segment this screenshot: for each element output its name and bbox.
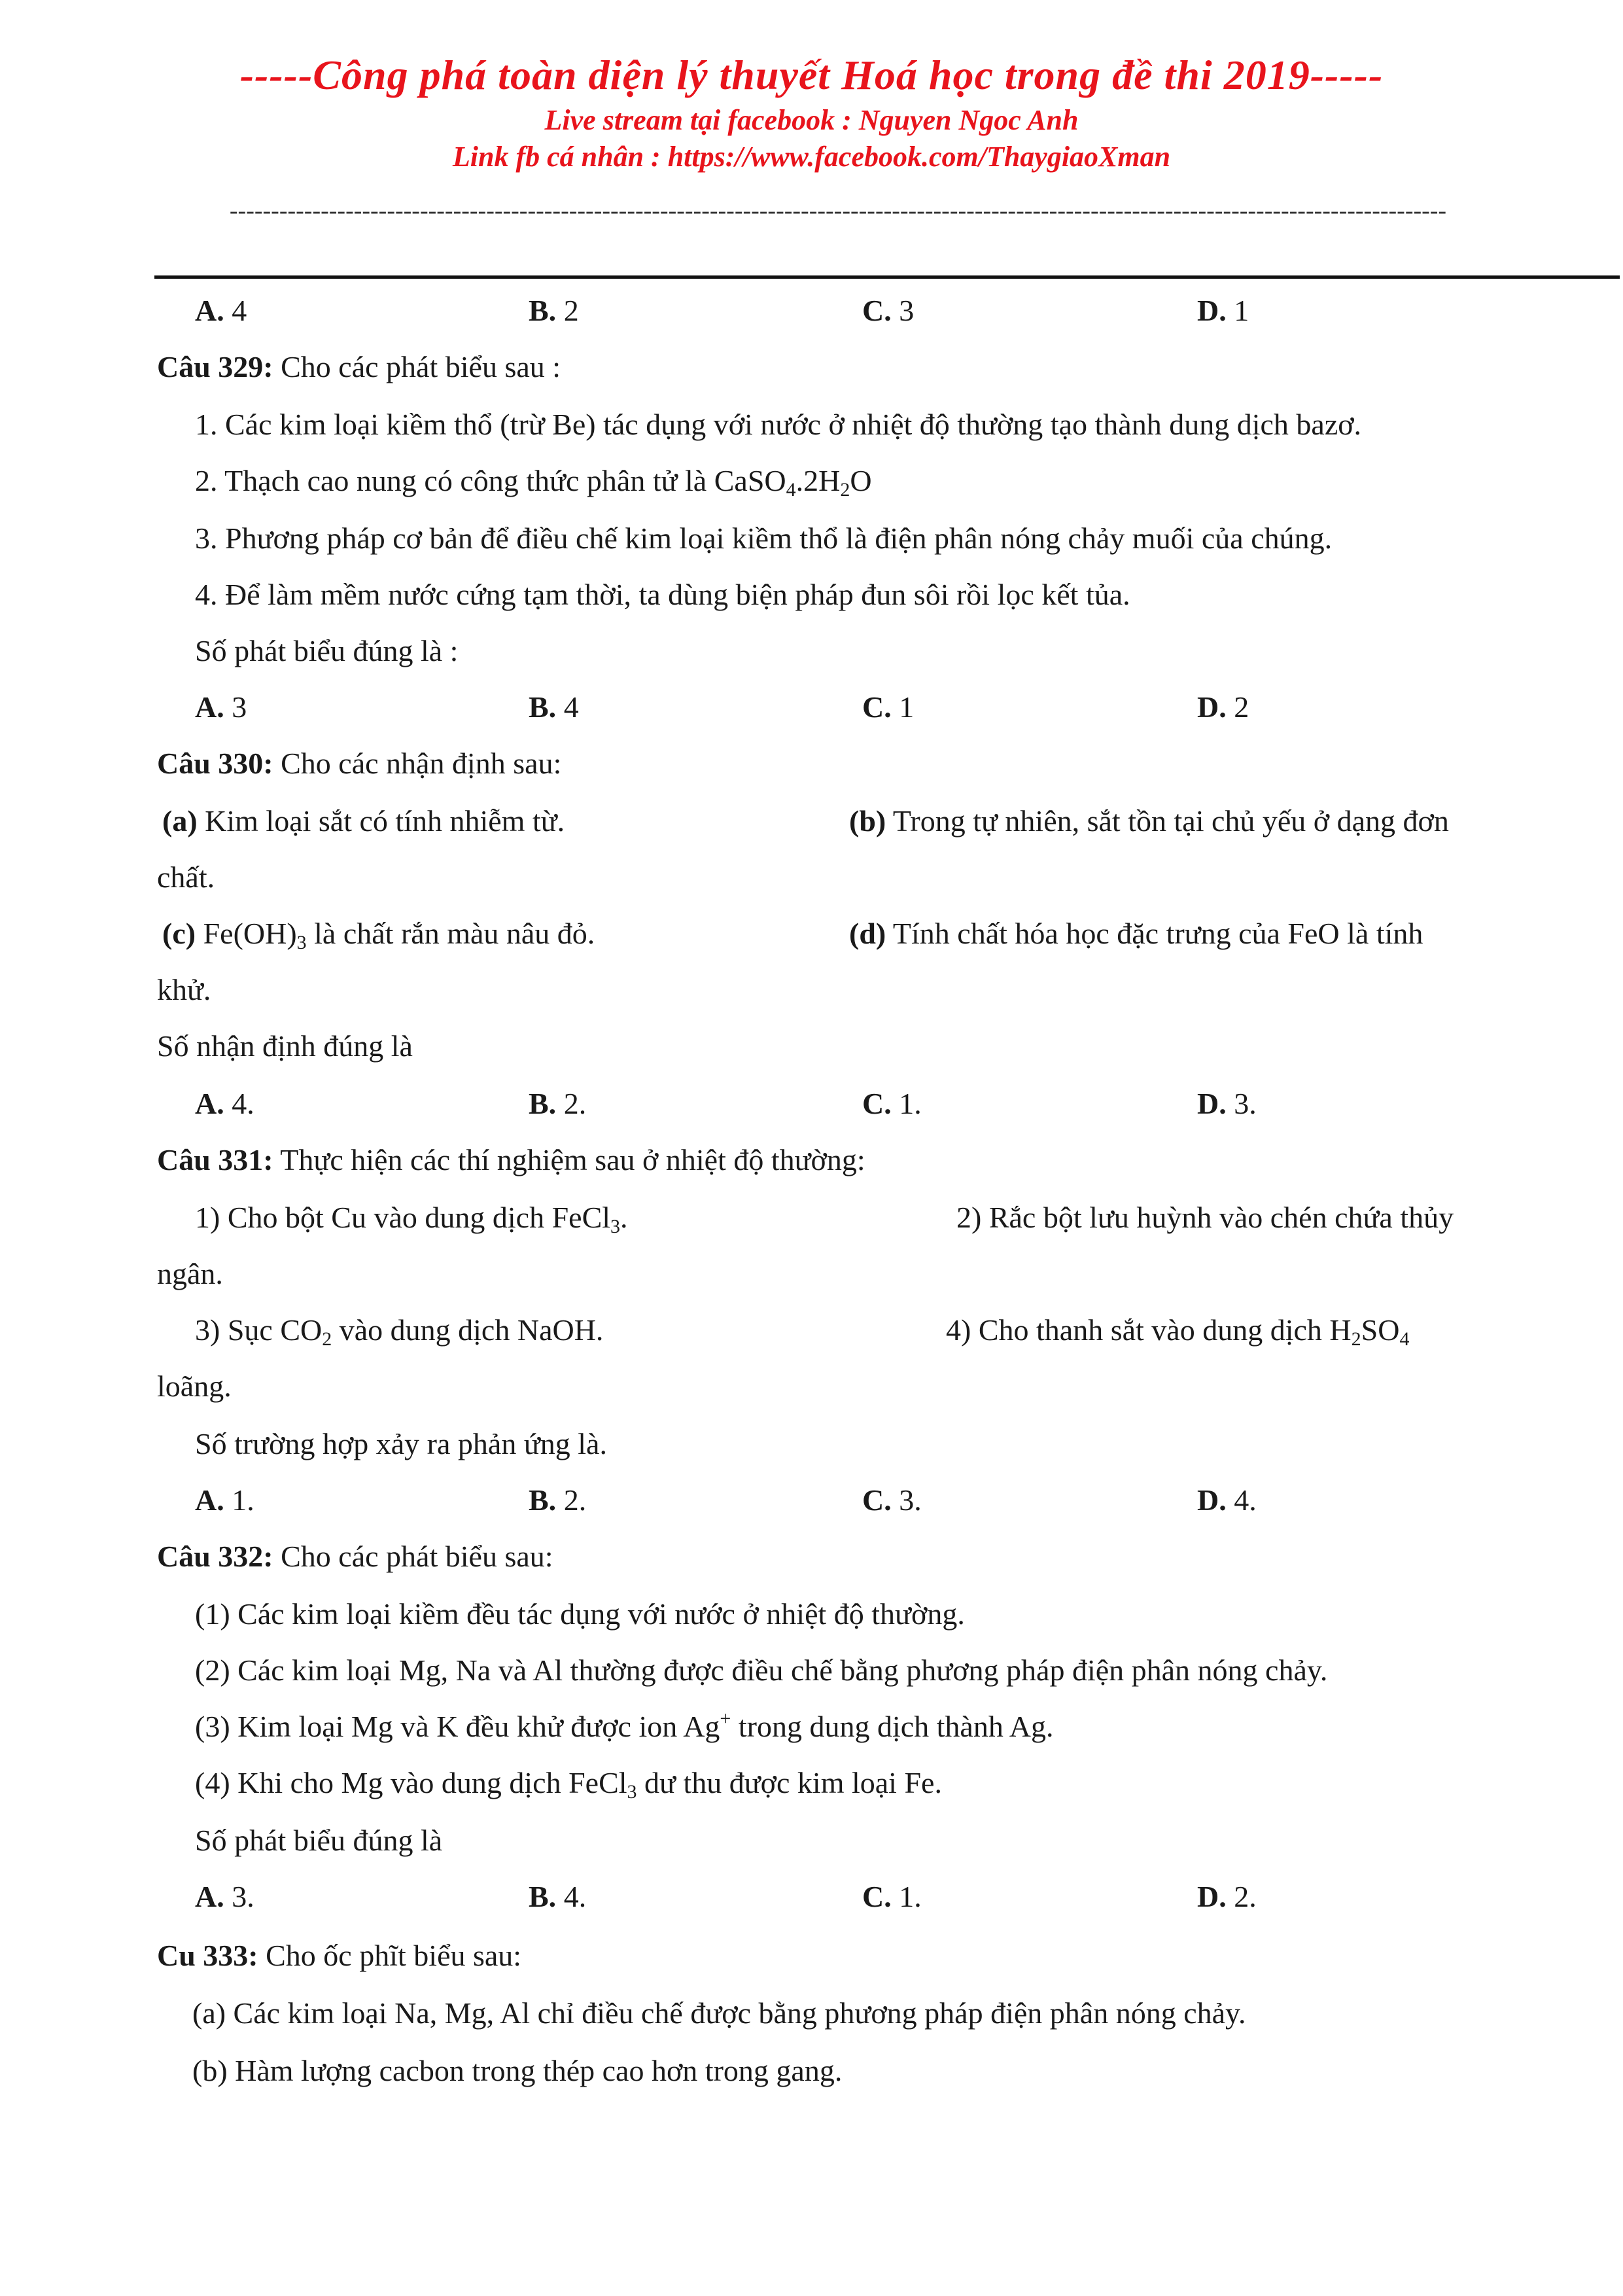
q331-question: Số trường hợp xảy ra phản ứng là. (195, 1427, 607, 1460)
q332-statement-1: (1) Các kim loại kiềm đều tác dụng với nước ở nhiệt độ thường. (195, 1597, 965, 1631)
q330-statement-d-cont: khử. (157, 973, 211, 1006)
q332-question: Số phát biểu đúng là (195, 1824, 443, 1857)
q330-stem: Câu 330: Cho các nhận định sau: (157, 747, 562, 780)
q331-experiment-4: 4) Cho thanh sắt vào dung dịch $H_2SO_4$ (946, 1313, 1410, 1350)
header-facebook-link: Link fb cá nhân : https://www.facebook.com/ThaygiaoXman (452, 141, 1171, 173)
q330-statement-d: (d) Tính chất hóa học đặc trưng của FeO là tính (849, 917, 1423, 950)
q330-option-b: B. 2. (529, 1087, 587, 1120)
q331-experiment-4-cont: loãng. (157, 1369, 232, 1403)
q330-statement-c: (c) $Fe(OH)_3$ là chất rắn màu nâu đỏ. (162, 917, 595, 953)
q332-option-d: D. 2. (1197, 1880, 1257, 1913)
q331-experiment-2: 2) Rắc bột lưu huỳnh vào chén chứa thủy (956, 1201, 1454, 1234)
q328-option-d: D. 1 (1197, 294, 1249, 327)
q329-statement-2: 2. Thạch cao nung có công thức phân tử là $CaSO_4.2H_2O$ (195, 464, 872, 501)
q329-statement-3: 3. Phương pháp cơ bản để điều chế kim loại kiềm thổ là điện phân nóng chảy muối của chúng. (195, 521, 1333, 555)
q329-option-a: A. 3 (195, 690, 247, 724)
q328-option-c: C. 3 (862, 294, 915, 327)
header-livestream: Live stream tại facebook : Nguyen Ngoc Anh (544, 104, 1079, 136)
q331-stem: Câu 331: Thực hiện các thí nghiệm sau ở nhiệt độ thường: (157, 1143, 865, 1176)
q330-statement-a: (a) Kim loại sắt có tính nhiễm từ. (162, 804, 565, 838)
header-dash-line: --------------------------------------------------------------------------------------------------------------------------------------------------- (229, 197, 1447, 224)
q330-statement-b-cont: chất. (157, 860, 215, 894)
q331-option-d: D. 4. (1197, 1483, 1257, 1517)
q332-statement-3: (3) Kim loại Mg và K đều khử được ion Ag+ trong dung dịch thành Ag. (195, 1708, 1054, 1743)
q332-statement-4: (4) Khi cho Mg vào dung dịch FeCl$_3$ dư thu được kim loại Fe. (195, 1766, 942, 1803)
q333-stem: Cu 333: Cho ốc phĩt biểu sau: (157, 1939, 522, 1972)
q329-stem: Câu 329: Cho các phát biểu sau : (157, 350, 561, 383)
q329-option-b: B. 4 (529, 690, 579, 724)
header-divider (154, 275, 1620, 279)
q330-option-a: A. 4. (195, 1087, 254, 1120)
q331-experiment-3: 3) Sục $CO_2$ vào dung dịch NaOH. (195, 1313, 604, 1350)
header-title: -----Công phá toàn diện lý thuyết Hoá học trong đề thi 2019----- (239, 52, 1384, 98)
q332-option-c: C. 1. (862, 1880, 922, 1913)
q331-experiment-1: 1) Cho bột Cu vào dung dịch FeCl$_3$. (195, 1201, 628, 1237)
q333-statement-a: (a) Các kim loại Na, Mg, Al chỉ điều chế được bằng phương pháp điện phân nóng chảy. (192, 1996, 1246, 2030)
q331-option-c: C. 3. (862, 1483, 922, 1517)
q332-stem: Câu 332: Cho các phát biểu sau: (157, 1540, 553, 1573)
q332-statement-2: (2) Các kim loại Mg, Na và Al thường được điều chế bằng phương pháp điện phân nóng chảy. (195, 1653, 1328, 1687)
q332-option-b: B. 4. (529, 1880, 587, 1913)
q330-option-d: D. 3. (1197, 1087, 1257, 1120)
q328-option-a: A. 4 (195, 294, 247, 327)
q330-question: Số nhận định đúng là (157, 1029, 413, 1063)
q331-option-a: A. 1. (195, 1483, 254, 1517)
q329-question: Số phát biểu đúng là : (195, 634, 459, 667)
q329-statement-1: 1. Các kim loại kiềm thổ (trừ Be) tác dụng với nước ở nhiệt độ thường tạo thành dung dịch bazơ. (195, 408, 1362, 441)
q333-statement-b: (b) Hàm lượng cacbon trong thép cao hơn trong gang. (192, 2054, 843, 2087)
q331-option-b: B. 2. (529, 1483, 587, 1517)
q329-statement-4: 4. Để làm mềm nước cứng tạm thời, ta dùng biện pháp đun sôi rồi lọc kết tủa. (195, 578, 1130, 611)
q332-option-a: A. 3. (195, 1880, 254, 1913)
q329-option-c: C. 1 (862, 690, 915, 724)
q330-statement-b: (b) Trong tự nhiên, sắt tồn tại chủ yếu ở dạng đơn (849, 804, 1449, 838)
q329-option-d: D. 2 (1197, 690, 1249, 724)
q331-experiment-2-cont: ngân. (157, 1257, 223, 1290)
q330-option-c: C. 1. (862, 1087, 922, 1120)
q328-option-b: B. 2 (529, 294, 579, 327)
